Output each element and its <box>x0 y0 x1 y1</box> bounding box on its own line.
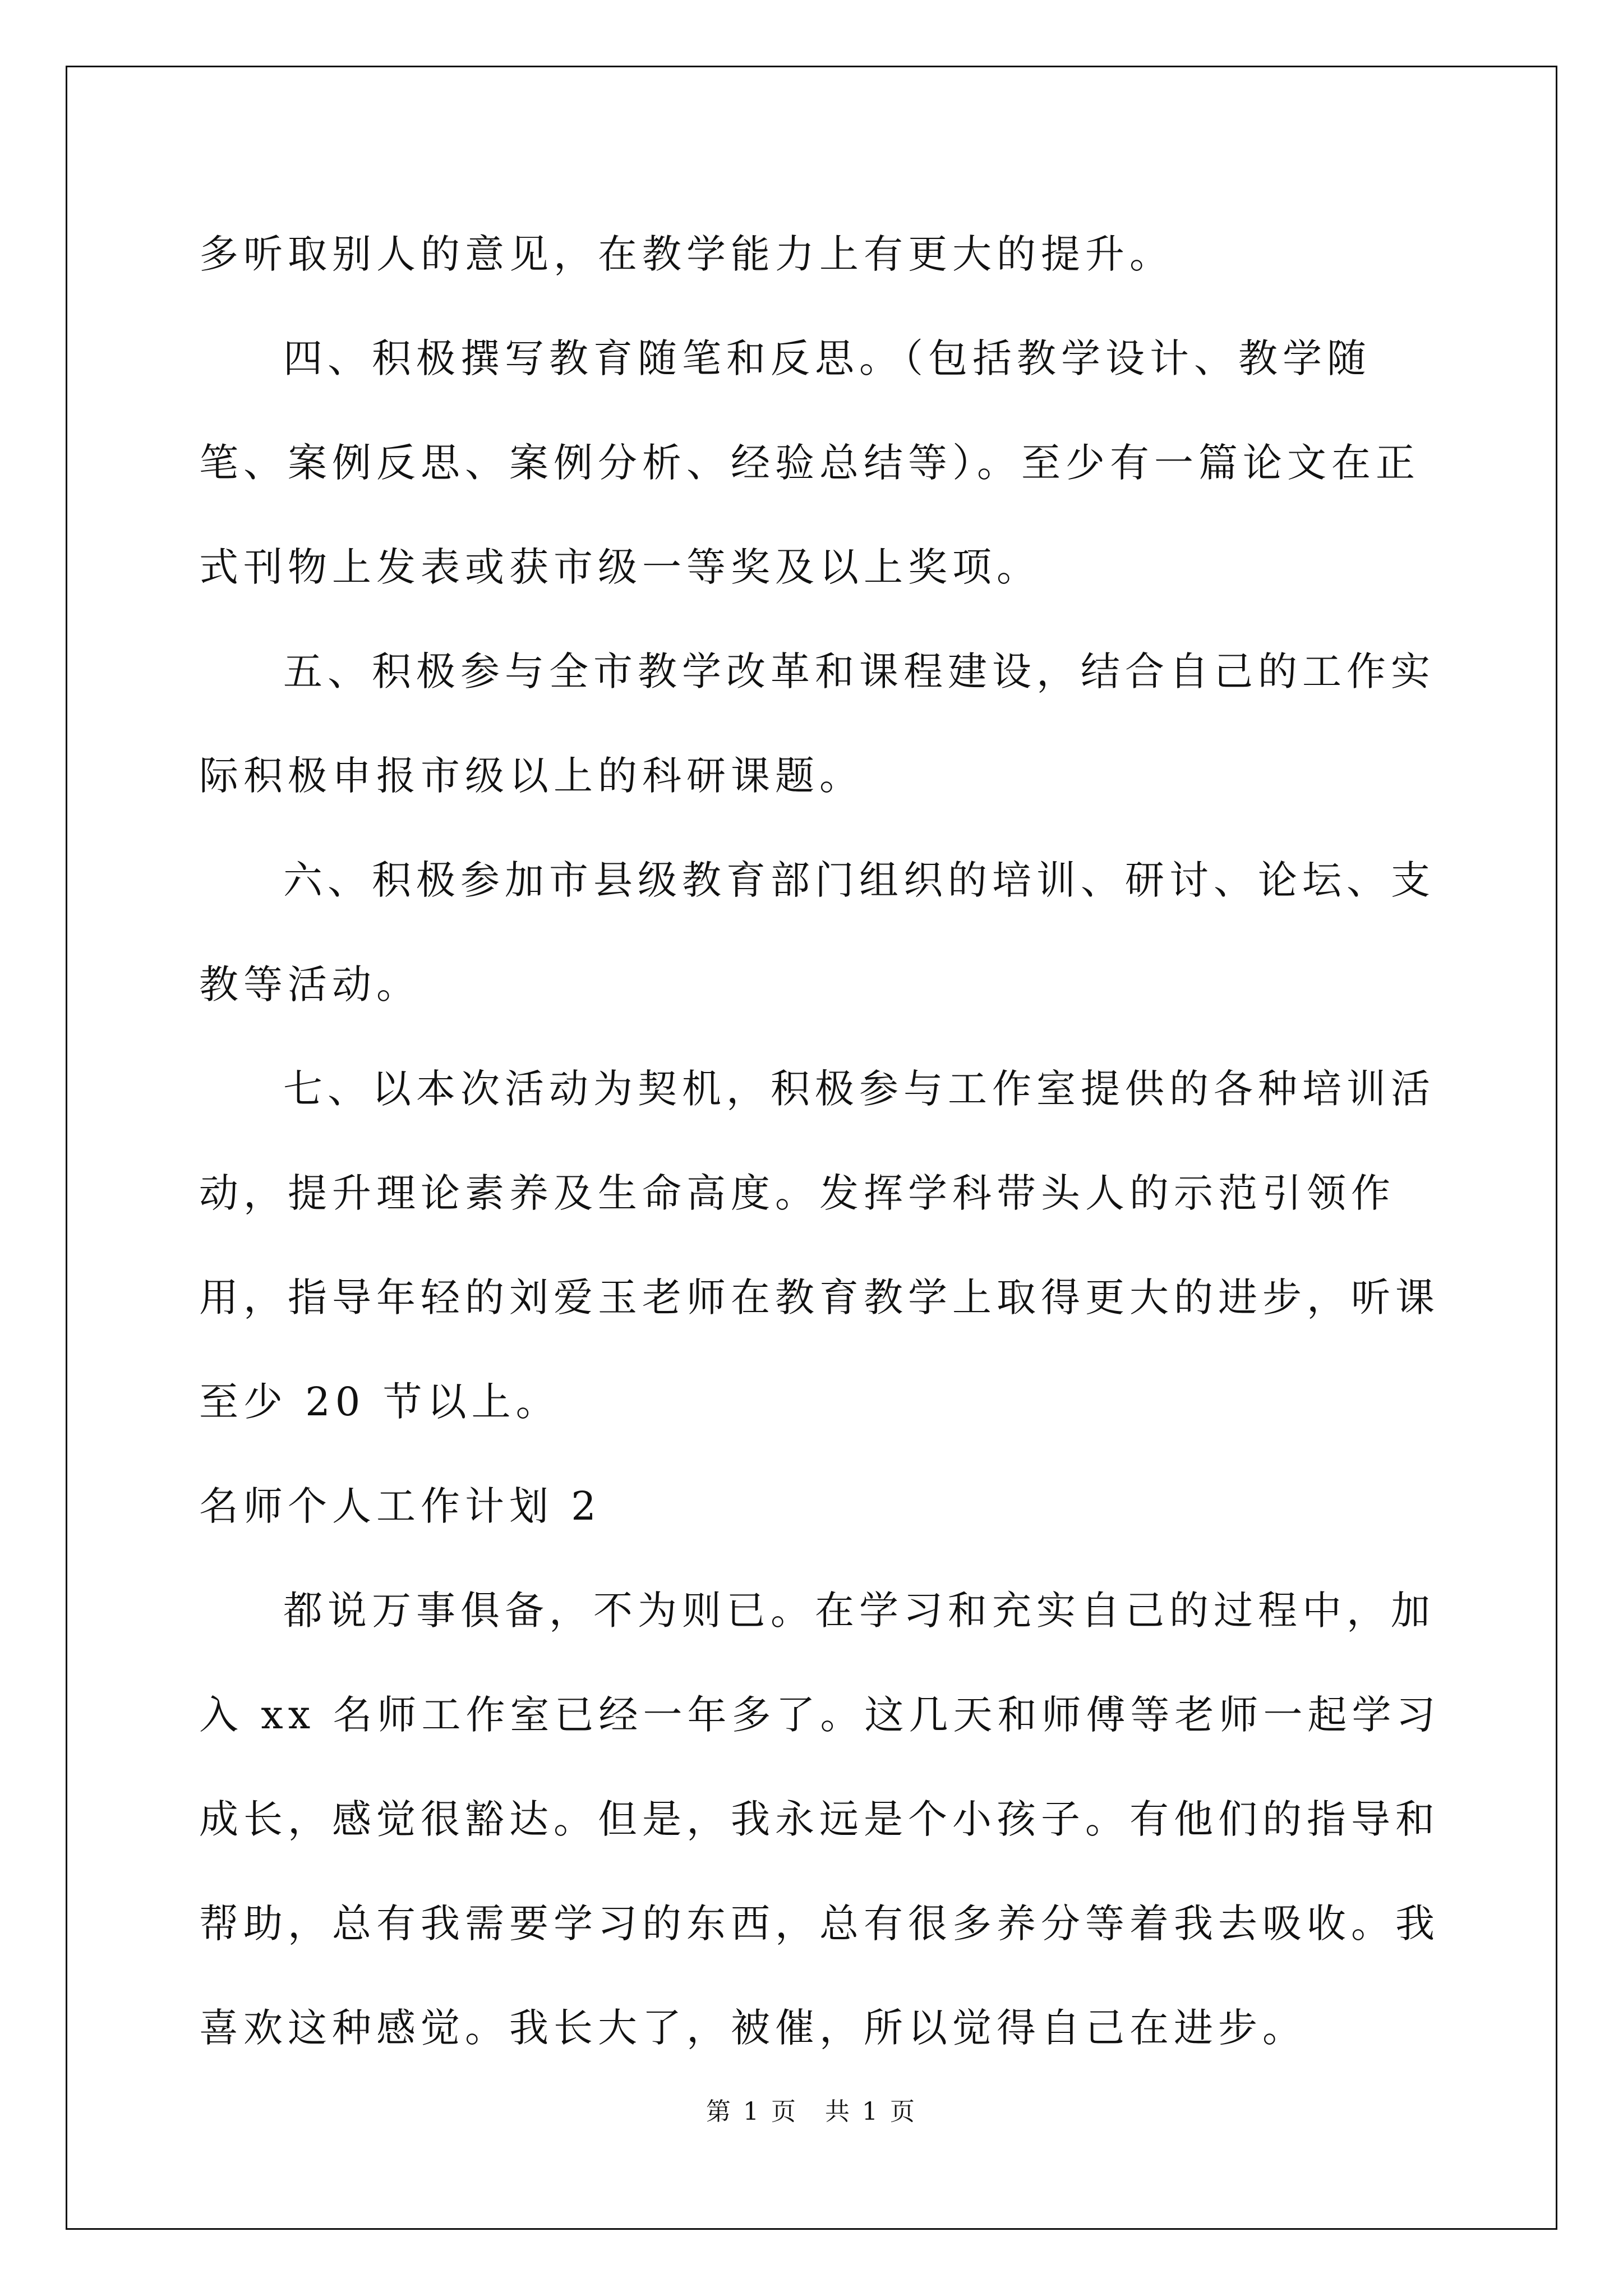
paragraph-item-5: 五、积极参与全市教学改革和课程建设，结合自己的工作实际积极申报市级以上的科研课题。 <box>199 648 1435 799</box>
paragraph-item-7: 七、以本次活动为契机，积极参与工作室提供的各种培训活动，提升理论素养及生命高度。发挥学科带头人的示范引领作用，指导年轻的刘爱玉老师在教育教学上取得更大的进步，听课至少 20 节以上。 <box>199 1066 1440 1425</box>
paragraph-item-4: 四、积极撰写教育随笔和反思。（包括教学设计、教学随笔、案例反思、案例分析、经验总结等）。至少有一篇论文在正式刊物上发表或获市级一等奖及以上奖项。 <box>199 335 1420 590</box>
section-heading: 名师个人工作计划 2 <box>199 1483 601 1529</box>
document-body <box>199 202 1455 2080</box>
paragraph-plan-2-body: 都说万事俱备，不为则已。在学习和充实自己的过程中，加入 xx 名师工作室已经一年多了。这几天和师傅等老师一起学习成长，感觉很豁达。但是，我永远是个小孩子。有他们的指导和帮助，总有我需要学习的东西，总有很多养分等着我去吸收。我喜欢这种感觉。我长大了，被催，所以觉得自己在进步。 <box>199 1588 1441 2051</box>
paragraph-continued: 多听取别人的意见，在教学能力上有更大的提升。 <box>199 231 1174 277</box>
paragraph-item-6: 六、积极参加市县级教育部门组织的培训、研讨、论坛、支教等活动。 <box>199 857 1435 1007</box>
page-footer: 第 1 页 共 1 页 <box>706 2097 917 2126</box>
